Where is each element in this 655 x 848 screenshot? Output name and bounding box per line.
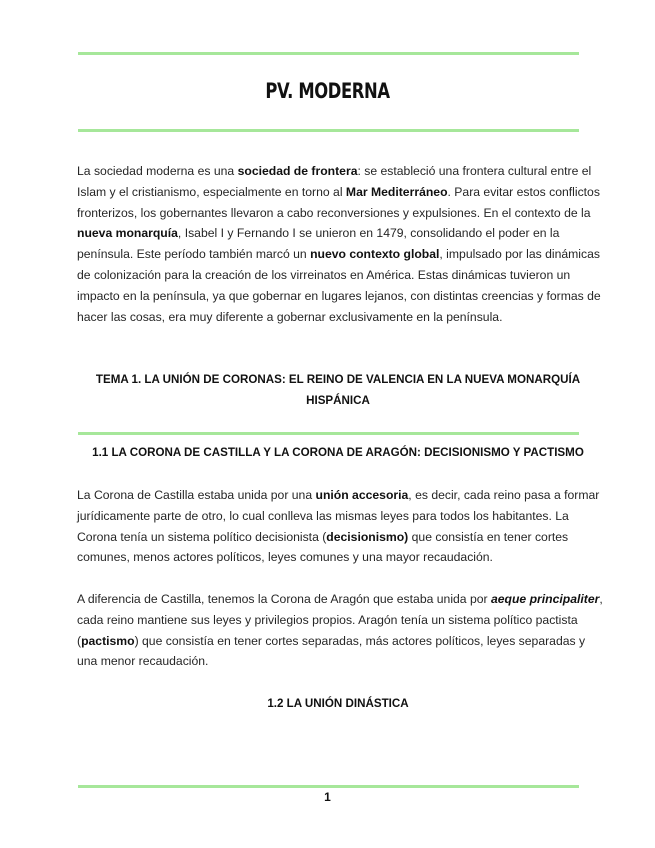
section-1-2-heading: 1.2 LA UNIÓN DINÁSTICA	[267, 697, 409, 710]
intro-text-4: , Isabel I y Fernando I se unieron en 1479, consolidando el poder en la península. Este período también marcó un	[77, 226, 560, 262]
tema1-heading: TEMA 1. LA UNIÓN DE CORONAS: EL REINO DE VALENCIA EN LA NUEVA MONARQUÍA HISPÁNICA	[95, 373, 581, 407]
intro-bold-1: sociedad de frontera	[237, 164, 358, 178]
intro-bold-3: nueva monarquía	[77, 226, 178, 241]
section-1-1-heading: 1.1 LA CORONA DE CASTILLA Y LA CORONA DE ARAGÓN: DECISIONISMO Y PACTISMO	[92, 446, 584, 459]
intro-text-2: : se estableció una frontera cultural entre el Islam y el cristianismo, especialmente en torno al	[77, 164, 592, 199]
page-title: PV. MODERNA	[265, 79, 390, 103]
castilla-bold-2: decisionismo)	[326, 529, 409, 544]
aragon-bold-1: pactismo	[81, 633, 135, 648]
castilla-paragraph	[77, 485, 607, 568]
castilla-bold-1: unión accesoria	[315, 488, 409, 502]
top-divider	[78, 52, 579, 55]
aragon-text-3: ) que consistía en tener cortes separadas, más actores políticos, leyes separadas y una menor recaudación.	[77, 633, 586, 669]
castilla-text-2: , es decir, cada reino pasa a formar jurídicamente parte de otro, lo cual conlleva las mismas leyes para todos los habitantes. La Corona tenía un sistema político decisionista (	[77, 488, 600, 544]
intro-bold-2: Mar Mediterráneo	[345, 184, 448, 199]
title-divider	[78, 129, 579, 132]
aragon-text-1: A diferencia de Castilla, tenemos la Corona de Aragón que estaba unida por	[77, 592, 491, 606]
footer-divider	[78, 785, 579, 788]
aragon-text-2: , cada reino mantiene sus leyes y privilegios propios. Aragón tenía un sistema político pactista (	[77, 592, 603, 648]
intro-text-5: , impulsado por las dinámicas de colonización para la creación de los virreinatos en América. Estas dinámicas tuvieron un impacto en la península, ya que gobernar en lugares lejanos, con distintas creencias y formas de hacer las cosas, era muy diferente a gobernar exclusivamente en la península.	[77, 247, 601, 324]
intro-paragraph	[77, 161, 607, 327]
aragon-bold-italic-1: aeque principaliter	[490, 592, 600, 606]
section-divider	[78, 432, 579, 435]
aragon-paragraph	[77, 589, 607, 672]
castilla-text-3: que consistía en tener cortes comunes, menos actores políticos, leyes comunes y una mayor recaudación.	[77, 529, 569, 565]
page-number: 1	[324, 790, 331, 804]
castilla-text-1: La Corona de Castilla estaba unida por una	[77, 488, 316, 502]
intro-text-3: . Para evitar estos conflictos fronterizos, los gobernantes llevaron a cabo reconversiones y expulsiones. En el contexto de la	[77, 184, 600, 220]
intro-text-1: La sociedad moderna es una	[77, 164, 238, 178]
intro-bold-4: nuevo contexto global	[310, 247, 440, 262]
